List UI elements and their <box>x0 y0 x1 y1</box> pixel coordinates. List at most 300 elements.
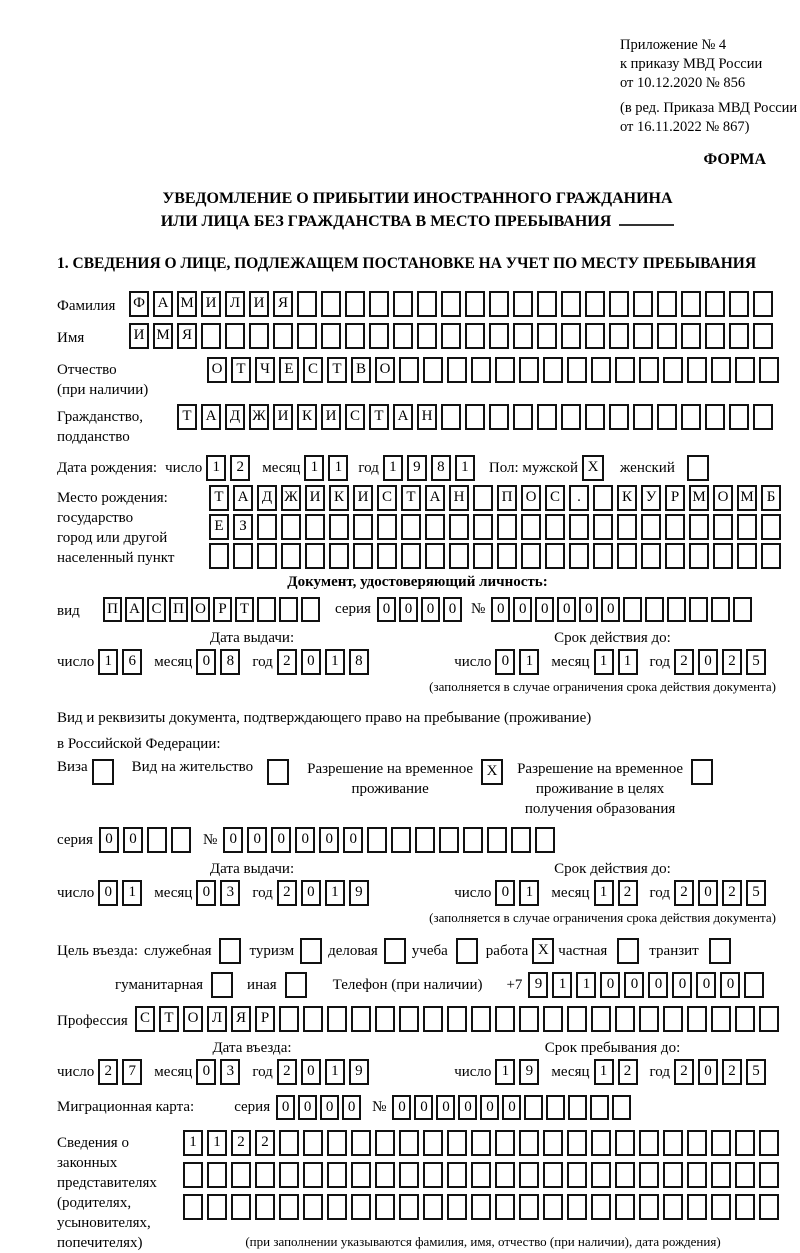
profession-char-box[interactable] <box>279 1006 299 1032</box>
res-valid-year-box[interactable]: 5 <box>746 880 766 906</box>
birthplace-char-box[interactable]: К <box>329 485 349 511</box>
residence-number-box[interactable]: 0 <box>295 827 315 853</box>
residence-number-box[interactable] <box>367 827 387 853</box>
patronymic-char-box[interactable] <box>591 357 611 383</box>
patronymic-char-box[interactable] <box>639 357 659 383</box>
representatives-char-box[interactable]: 2 <box>255 1130 275 1156</box>
patronymic-char-box[interactable] <box>663 357 683 383</box>
migration-series-box[interactable]: 0 <box>342 1095 361 1120</box>
representatives-char-box[interactable] <box>711 1194 731 1220</box>
representatives-char-box[interactable] <box>687 1130 707 1156</box>
res-valid-year-box[interactable]: 0 <box>698 880 718 906</box>
phone-digit-box[interactable]: 9 <box>528 972 548 998</box>
purpose-work-checkbox[interactable]: X <box>532 938 554 964</box>
given-name-char-box[interactable] <box>393 323 413 349</box>
given-name-char-box[interactable] <box>609 323 629 349</box>
given-name-char-box[interactable] <box>489 323 509 349</box>
birth-year-box[interactable]: 8 <box>431 455 451 481</box>
birthplace-char-box[interactable] <box>281 514 301 540</box>
migration-number-box[interactable]: 0 <box>414 1095 433 1120</box>
representatives-char-box[interactable] <box>615 1194 635 1220</box>
phone-digit-box[interactable]: 1 <box>576 972 596 998</box>
representatives-char-box[interactable] <box>183 1194 203 1220</box>
profession-char-box[interactable] <box>375 1006 395 1032</box>
surname-char-box[interactable] <box>417 291 437 317</box>
profession-char-box[interactable]: Т <box>159 1006 179 1032</box>
birthplace-char-box[interactable] <box>497 514 517 540</box>
stay-year-box[interactable]: 2 <box>674 1059 694 1085</box>
profession-char-box[interactable] <box>399 1006 419 1032</box>
birthplace-char-box[interactable] <box>353 514 373 540</box>
purpose-study-checkbox[interactable] <box>456 938 478 964</box>
profession-char-box[interactable] <box>351 1006 371 1032</box>
given-name-char-box[interactable] <box>297 323 317 349</box>
representatives-char-box[interactable] <box>687 1194 707 1220</box>
valid-year-box[interactable]: 2 <box>722 649 742 675</box>
doc-number-box[interactable]: 0 <box>535 597 554 622</box>
patronymic-char-box[interactable] <box>399 357 419 383</box>
patronymic-char-box[interactable] <box>567 357 587 383</box>
birthplace-char-box[interactable] <box>617 514 637 540</box>
surname-char-box[interactable]: А <box>153 291 173 317</box>
birthplace-char-box[interactable] <box>737 514 757 540</box>
representatives-char-box[interactable] <box>279 1194 299 1220</box>
birthplace-char-box[interactable] <box>689 543 709 569</box>
residence-series-box[interactable] <box>171 827 191 853</box>
patronymic-char-box[interactable]: В <box>351 357 371 383</box>
representatives-char-box[interactable] <box>471 1194 491 1220</box>
birthplace-char-box[interactable]: Т <box>401 485 421 511</box>
citizenship-char-box[interactable] <box>537 404 557 430</box>
birthplace-char-box[interactable] <box>761 543 781 569</box>
residence-number-box[interactable] <box>511 827 531 853</box>
given-name-char-box[interactable]: Я <box>177 323 197 349</box>
representatives-char-box[interactable] <box>423 1130 443 1156</box>
doc-kind-char-box[interactable]: П <box>103 597 122 622</box>
doc-number-box[interactable] <box>689 597 708 622</box>
birthplace-char-box[interactable] <box>713 514 733 540</box>
citizenship-char-box[interactable]: А <box>393 404 413 430</box>
surname-char-box[interactable] <box>465 291 485 317</box>
migration-number-box[interactable] <box>612 1095 631 1120</box>
representatives-char-box[interactable] <box>447 1162 467 1188</box>
representatives-char-box[interactable] <box>399 1130 419 1156</box>
given-name-char-box[interactable] <box>273 323 293 349</box>
issue-year-box[interactable]: 1 <box>325 649 345 675</box>
representatives-char-box[interactable] <box>447 1130 467 1156</box>
citizenship-char-box[interactable] <box>657 404 677 430</box>
res-valid-year-box[interactable]: 2 <box>722 880 742 906</box>
representatives-char-box[interactable]: 2 <box>231 1130 251 1156</box>
birthplace-char-box[interactable] <box>641 543 661 569</box>
given-name-char-box[interactable] <box>465 323 485 349</box>
entry-month-box[interactable]: 3 <box>220 1059 240 1085</box>
residence-series-box[interactable]: 0 <box>99 827 119 853</box>
purpose-other-checkbox[interactable] <box>285 972 307 998</box>
citizenship-char-box[interactable]: Т <box>369 404 389 430</box>
phone-digit-box[interactable] <box>744 972 764 998</box>
res-issue-day-box[interactable]: 0 <box>98 880 118 906</box>
given-name-char-box[interactable] <box>561 323 581 349</box>
representatives-char-box[interactable] <box>519 1130 539 1156</box>
patronymic-char-box[interactable] <box>711 357 731 383</box>
birthplace-char-box[interactable] <box>449 514 469 540</box>
representatives-char-box[interactable] <box>207 1194 227 1220</box>
birth-day-box[interactable]: 1 <box>206 455 226 481</box>
female-checkbox[interactable] <box>687 455 709 481</box>
representatives-char-box[interactable] <box>663 1194 683 1220</box>
valid-year-box[interactable]: 5 <box>746 649 766 675</box>
representatives-char-box[interactable] <box>423 1162 443 1188</box>
representatives-char-box[interactable] <box>495 1130 515 1156</box>
phone-digit-box[interactable]: 0 <box>648 972 668 998</box>
representatives-char-box[interactable] <box>639 1194 659 1220</box>
migration-number-box[interactable] <box>546 1095 565 1120</box>
surname-char-box[interactable] <box>393 291 413 317</box>
representatives-char-box[interactable] <box>759 1194 779 1220</box>
profession-char-box[interactable] <box>687 1006 707 1032</box>
birthplace-char-box[interactable] <box>593 543 613 569</box>
given-name-char-box[interactable] <box>369 323 389 349</box>
citizenship-char-box[interactable]: Ж <box>249 404 269 430</box>
birthplace-char-box[interactable] <box>521 514 541 540</box>
profession-char-box[interactable] <box>495 1006 515 1032</box>
representatives-char-box[interactable] <box>543 1194 563 1220</box>
patronymic-char-box[interactable] <box>735 357 755 383</box>
doc-kind-char-box[interactable]: О <box>191 597 210 622</box>
birthplace-char-box[interactable] <box>737 543 757 569</box>
stay-day-box[interactable]: 9 <box>519 1059 539 1085</box>
birthplace-char-box[interactable] <box>641 514 661 540</box>
birthplace-char-box[interactable]: М <box>737 485 757 511</box>
phone-digit-box[interactable]: 0 <box>696 972 716 998</box>
res-valid-year-box[interactable]: 2 <box>674 880 694 906</box>
birth-month-box[interactable]: 1 <box>304 455 324 481</box>
res-valid-month-box[interactable]: 2 <box>618 880 638 906</box>
representatives-char-box[interactable] <box>663 1162 683 1188</box>
surname-char-box[interactable]: И <box>201 291 221 317</box>
given-name-char-box[interactable] <box>681 323 701 349</box>
phone-digit-box[interactable]: 0 <box>720 972 740 998</box>
representatives-char-box[interactable] <box>423 1194 443 1220</box>
phone-digit-box[interactable]: 0 <box>672 972 692 998</box>
representatives-char-box[interactable] <box>567 1130 587 1156</box>
surname-char-box[interactable]: Я <box>273 291 293 317</box>
visa-checkbox[interactable] <box>92 759 114 785</box>
res-issue-month-box[interactable]: 3 <box>220 880 240 906</box>
citizenship-char-box[interactable]: Д <box>225 404 245 430</box>
res-valid-day-box[interactable]: 1 <box>519 880 539 906</box>
stay-year-box[interactable]: 5 <box>746 1059 766 1085</box>
birthplace-char-box[interactable] <box>617 543 637 569</box>
representatives-char-box[interactable] <box>255 1162 275 1188</box>
issue-month-box[interactable]: 8 <box>220 649 240 675</box>
citizenship-char-box[interactable]: Н <box>417 404 437 430</box>
patronymic-char-box[interactable] <box>615 357 635 383</box>
entry-year-box[interactable]: 9 <box>349 1059 369 1085</box>
patronymic-char-box[interactable] <box>519 357 539 383</box>
doc-series-box[interactable]: 0 <box>399 597 418 622</box>
given-name-char-box[interactable] <box>441 323 461 349</box>
surname-char-box[interactable] <box>561 291 581 317</box>
birthplace-char-box[interactable] <box>257 543 277 569</box>
given-name-char-box[interactable]: И <box>129 323 149 349</box>
given-name-char-box[interactable] <box>729 323 749 349</box>
res-issue-year-box[interactable]: 1 <box>325 880 345 906</box>
representatives-char-box[interactable] <box>375 1194 395 1220</box>
citizenship-char-box[interactable] <box>609 404 629 430</box>
birthplace-char-box[interactable] <box>209 543 229 569</box>
stay-year-box[interactable]: 0 <box>698 1059 718 1085</box>
patronymic-char-box[interactable] <box>687 357 707 383</box>
citizenship-char-box[interactable] <box>441 404 461 430</box>
birthplace-char-box[interactable] <box>473 514 493 540</box>
patronymic-char-box[interactable]: Е <box>279 357 299 383</box>
res-valid-month-box[interactable]: 1 <box>594 880 614 906</box>
birthplace-char-box[interactable] <box>377 543 397 569</box>
birthplace-char-box[interactable] <box>329 514 349 540</box>
migration-number-box[interactable]: 0 <box>458 1095 477 1120</box>
doc-kind-char-box[interactable]: С <box>147 597 166 622</box>
surname-char-box[interactable] <box>345 291 365 317</box>
birth-year-box[interactable]: 9 <box>407 455 427 481</box>
profession-char-box[interactable] <box>327 1006 347 1032</box>
entry-day-box[interactable]: 2 <box>98 1059 118 1085</box>
citizenship-char-box[interactable]: И <box>321 404 341 430</box>
residence-number-box[interactable] <box>391 827 411 853</box>
stay-day-box[interactable]: 1 <box>495 1059 515 1085</box>
representatives-char-box[interactable] <box>327 1130 347 1156</box>
birthplace-char-box[interactable] <box>593 514 613 540</box>
surname-char-box[interactable] <box>633 291 653 317</box>
profession-char-box[interactable]: Я <box>231 1006 251 1032</box>
profession-char-box[interactable] <box>759 1006 779 1032</box>
citizenship-char-box[interactable] <box>489 404 509 430</box>
representatives-char-box[interactable] <box>327 1194 347 1220</box>
birthplace-char-box[interactable] <box>665 543 685 569</box>
birthplace-char-box[interactable] <box>305 543 325 569</box>
migration-number-box[interactable] <box>568 1095 587 1120</box>
representatives-char-box[interactable] <box>447 1194 467 1220</box>
birthplace-char-box[interactable]: Р <box>665 485 685 511</box>
birthplace-char-box[interactable]: П <box>497 485 517 511</box>
residence-number-box[interactable]: 0 <box>247 827 267 853</box>
doc-number-box[interactable]: 0 <box>579 597 598 622</box>
res-issue-month-box[interactable]: 0 <box>196 880 216 906</box>
given-name-char-box[interactable] <box>537 323 557 349</box>
birthplace-char-box[interactable] <box>233 543 253 569</box>
representatives-char-box[interactable] <box>471 1162 491 1188</box>
doc-number-box[interactable] <box>623 597 642 622</box>
given-name-char-box[interactable]: М <box>153 323 173 349</box>
representatives-char-box[interactable] <box>279 1130 299 1156</box>
given-name-char-box[interactable] <box>225 323 245 349</box>
birthplace-char-box[interactable]: М <box>689 485 709 511</box>
representatives-char-box[interactable] <box>351 1194 371 1220</box>
citizenship-char-box[interactable]: С <box>345 404 365 430</box>
surname-char-box[interactable] <box>513 291 533 317</box>
surname-char-box[interactable] <box>657 291 677 317</box>
citizenship-char-box[interactable] <box>465 404 485 430</box>
birth-month-box[interactable]: 1 <box>328 455 348 481</box>
migration-number-box[interactable] <box>524 1095 543 1120</box>
given-name-char-box[interactable] <box>633 323 653 349</box>
doc-kind-char-box[interactable]: А <box>125 597 144 622</box>
residence-number-box[interactable]: 0 <box>319 827 339 853</box>
representatives-char-box[interactable] <box>399 1194 419 1220</box>
phone-digit-box[interactable]: 1 <box>552 972 572 998</box>
valid-month-box[interactable]: 1 <box>618 649 638 675</box>
given-name-char-box[interactable] <box>201 323 221 349</box>
issue-day-box[interactable]: 6 <box>122 649 142 675</box>
birthplace-char-box[interactable]: Д <box>257 485 277 511</box>
entry-day-box[interactable]: 7 <box>122 1059 142 1085</box>
doc-number-box[interactable] <box>667 597 686 622</box>
stay-month-box[interactable]: 2 <box>618 1059 638 1085</box>
doc-number-box[interactable]: 0 <box>513 597 532 622</box>
patronymic-char-box[interactable]: О <box>375 357 395 383</box>
birth-year-box[interactable]: 1 <box>455 455 475 481</box>
profession-char-box[interactable]: Р <box>255 1006 275 1032</box>
profession-char-box[interactable] <box>303 1006 323 1032</box>
doc-kind-char-box[interactable] <box>279 597 298 622</box>
doc-number-box[interactable]: 0 <box>491 597 510 622</box>
doc-kind-char-box[interactable]: Р <box>213 597 232 622</box>
citizenship-char-box[interactable]: Т <box>177 404 197 430</box>
profession-char-box[interactable] <box>735 1006 755 1032</box>
birthplace-char-box[interactable]: Н <box>449 485 469 511</box>
surname-char-box[interactable] <box>729 291 749 317</box>
migration-series-box[interactable]: 0 <box>298 1095 317 1120</box>
profession-char-box[interactable] <box>567 1006 587 1032</box>
birthplace-char-box[interactable] <box>425 543 445 569</box>
birthplace-char-box[interactable]: . <box>569 485 589 511</box>
citizenship-char-box[interactable] <box>561 404 581 430</box>
birthplace-char-box[interactable]: А <box>425 485 445 511</box>
residence-series-box[interactable]: 0 <box>123 827 143 853</box>
valid-year-box[interactable]: 0 <box>698 649 718 675</box>
surname-char-box[interactable] <box>609 291 629 317</box>
birthplace-char-box[interactable] <box>473 485 493 511</box>
birthplace-char-box[interactable]: О <box>521 485 541 511</box>
stay-year-box[interactable]: 2 <box>722 1059 742 1085</box>
profession-char-box[interactable] <box>519 1006 539 1032</box>
stay-month-box[interactable]: 1 <box>594 1059 614 1085</box>
representatives-char-box[interactable] <box>639 1162 659 1188</box>
patronymic-char-box[interactable] <box>759 357 779 383</box>
patronymic-char-box[interactable]: Ч <box>255 357 275 383</box>
surname-char-box[interactable] <box>441 291 461 317</box>
representatives-char-box[interactable] <box>663 1130 683 1156</box>
birthplace-char-box[interactable] <box>665 514 685 540</box>
birthplace-char-box[interactable]: С <box>545 485 565 511</box>
representatives-char-box[interactable] <box>519 1194 539 1220</box>
residence-series-box[interactable] <box>147 827 167 853</box>
doc-series-box[interactable]: 0 <box>377 597 396 622</box>
issue-year-box[interactable]: 0 <box>301 649 321 675</box>
birthplace-char-box[interactable] <box>545 514 565 540</box>
profession-char-box[interactable] <box>711 1006 731 1032</box>
valid-year-box[interactable]: 2 <box>674 649 694 675</box>
res-issue-year-box[interactable]: 2 <box>277 880 297 906</box>
representatives-char-box[interactable] <box>567 1162 587 1188</box>
representatives-char-box[interactable] <box>591 1130 611 1156</box>
surname-char-box[interactable] <box>321 291 341 317</box>
given-name-char-box[interactable] <box>705 323 725 349</box>
doc-number-box[interactable] <box>733 597 752 622</box>
birthplace-char-box[interactable] <box>449 543 469 569</box>
birthplace-char-box[interactable] <box>401 543 421 569</box>
representatives-char-box[interactable] <box>639 1130 659 1156</box>
representatives-char-box[interactable] <box>231 1162 251 1188</box>
representatives-char-box[interactable] <box>183 1162 203 1188</box>
entry-year-box[interactable]: 2 <box>277 1059 297 1085</box>
surname-char-box[interactable]: М <box>177 291 197 317</box>
citizenship-char-box[interactable] <box>513 404 533 430</box>
birthplace-char-box[interactable]: Ж <box>281 485 301 511</box>
residence-number-box[interactable] <box>487 827 507 853</box>
birthplace-char-box[interactable]: А <box>233 485 253 511</box>
valid-month-box[interactable]: 1 <box>594 649 614 675</box>
birthplace-char-box[interactable] <box>545 543 565 569</box>
representatives-char-box[interactable] <box>519 1162 539 1188</box>
given-name-char-box[interactable] <box>249 323 269 349</box>
purpose-private-checkbox[interactable] <box>617 938 639 964</box>
migration-series-box[interactable]: 0 <box>276 1095 295 1120</box>
residence-number-box[interactable] <box>439 827 459 853</box>
purpose-official-checkbox[interactable] <box>219 938 241 964</box>
birthplace-char-box[interactable]: С <box>377 485 397 511</box>
citizenship-char-box[interactable] <box>729 404 749 430</box>
residence-number-box[interactable] <box>535 827 555 853</box>
valid-day-box[interactable]: 1 <box>519 649 539 675</box>
migration-number-box[interactable] <box>590 1095 609 1120</box>
representatives-char-box[interactable] <box>543 1130 563 1156</box>
doc-number-box[interactable] <box>711 597 730 622</box>
profession-char-box[interactable]: Л <box>207 1006 227 1032</box>
representatives-char-box[interactable] <box>327 1162 347 1188</box>
representatives-char-box[interactable] <box>207 1162 227 1188</box>
temp-residence-checkbox[interactable]: X <box>481 759 503 785</box>
citizenship-char-box[interactable]: А <box>201 404 221 430</box>
given-name-char-box[interactable] <box>657 323 677 349</box>
given-name-char-box[interactable] <box>417 323 437 349</box>
given-name-char-box[interactable] <box>345 323 365 349</box>
birthplace-char-box[interactable] <box>593 485 613 511</box>
birthplace-char-box[interactable] <box>497 543 517 569</box>
entry-month-box[interactable]: 0 <box>196 1059 216 1085</box>
representatives-char-box[interactable] <box>471 1130 491 1156</box>
birthplace-char-box[interactable] <box>569 543 589 569</box>
birthplace-char-box[interactable] <box>425 514 445 540</box>
profession-char-box[interactable] <box>471 1006 491 1032</box>
surname-char-box[interactable] <box>753 291 773 317</box>
profession-char-box[interactable] <box>543 1006 563 1032</box>
issue-year-box[interactable]: 2 <box>277 649 297 675</box>
residence-permit-checkbox[interactable] <box>267 759 289 785</box>
patronymic-char-box[interactable] <box>447 357 467 383</box>
birthplace-char-box[interactable]: О <box>713 485 733 511</box>
representatives-char-box[interactable]: 1 <box>207 1130 227 1156</box>
given-name-char-box[interactable] <box>585 323 605 349</box>
doc-number-box[interactable] <box>645 597 664 622</box>
representatives-char-box[interactable] <box>351 1130 371 1156</box>
representatives-char-box[interactable] <box>567 1194 587 1220</box>
birth-day-box[interactable]: 2 <box>230 455 250 481</box>
purpose-humanitarian-checkbox[interactable] <box>211 972 233 998</box>
birthplace-char-box[interactable] <box>761 514 781 540</box>
given-name-char-box[interactable] <box>321 323 341 349</box>
